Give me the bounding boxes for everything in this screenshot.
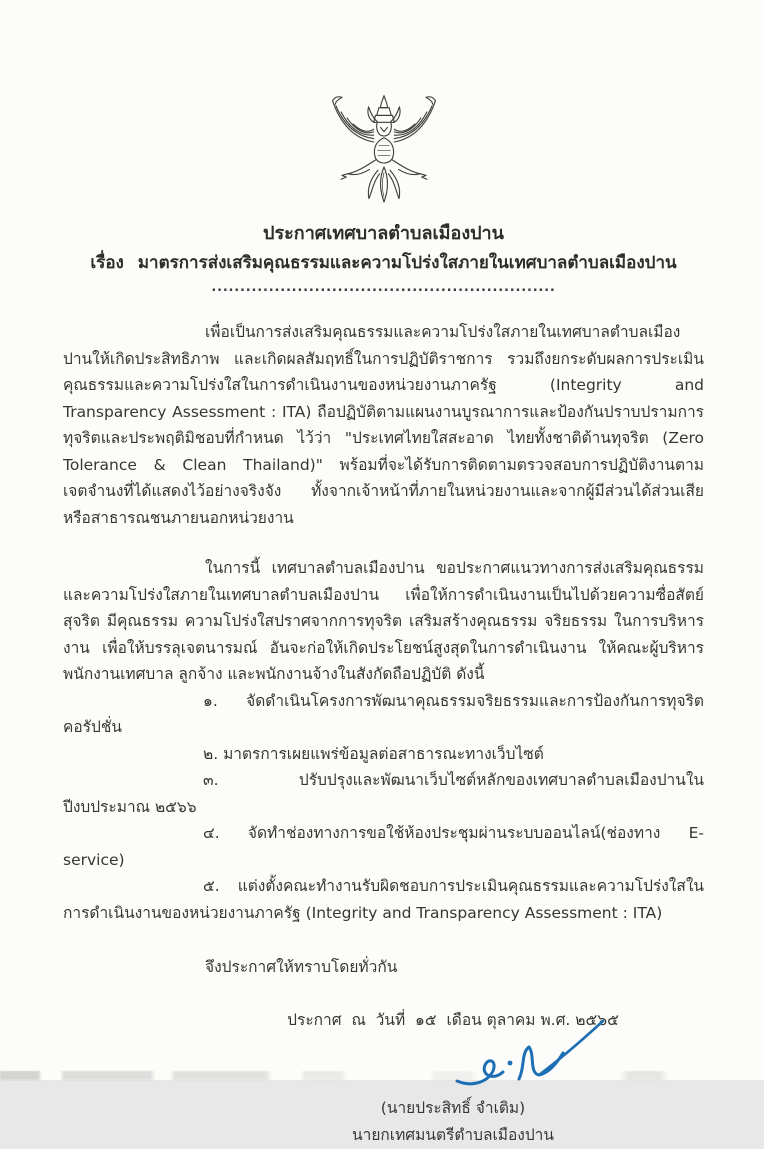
garuda-emblem-icon [324, 93, 444, 215]
date-line: ประกาศ ณ วันที่ ๑๕ เดือน ตุลาคม พ.ศ. ๒๕๖๕ [287, 1010, 619, 1029]
list-item-5: ๕. แต่งตั้งคณะทำงานรับผิดชอบการประเมินคุณธรรมและความโปร่งใสในการดำเนินงานของหน่วยงานภาครัฐ (Integrity and Transparency Assessment : ITA) [63, 877, 704, 922]
closing-line: จึงประกาศให้ทราบโดยทั่วกัน [205, 958, 398, 976]
signatory-title: นายกเทศมนตรีตำบลเมืองปาน [352, 1125, 554, 1144]
subject-line [63, 250, 704, 276]
list-item-3: ๓. ปรับปรุงและพัฒนาเว็บไซต์หลักของเทศบาลตำบลเมืองปานในปีงบประมาณ ๒๕๖๖ [63, 771, 704, 816]
scan-edge-artifact [0, 1071, 764, 1080]
document-title: ประกาศเทศบาลตำบลเมืองปาน [263, 223, 504, 244]
list-item-1: ๑. จัดดำเนินโครงการพัฒนาคุณธรรมจริยธรรมและการป้องกันการทุจริตคอรัปชั่น [63, 691, 704, 736]
measures-list [63, 688, 704, 927]
list-item-2: ๒. มาตรการเผยแพร่ข้อมูลต่อสาธารณะทางเว็บไซต์ [203, 744, 544, 763]
signatory-name: (นายประสิทธิ์ จำเติม) [380, 1098, 526, 1117]
body-paragraph-2: ในการนี้ เทศบาลตำบลเมืองปาน ขอประกาศแนวทางการส่งเสริมคุณธรรม และความโปร่งใสภายในเทศบาลตำบลเมืองปาน เพื่อให้การดำเนินงานเป็นไปด้วยความซื่อสัตย์ สุจริต มีคุณธรรม ความโปร่งใสปราศจากการทุจริต เสริมสร้างคุณธรรม จริยธรรม ในการบริหารงาน เพื่อให้บรรลุเจตนารมณ์ อันจะก่อให้เกิดประโยชน์สูงสุดในการดำเนินงาน ให้คณะผู้บริหาร พนักงานเทศบาล ลูกจ้าง และพนักงานจ้างในสังกัดถือปฏิบัติ ดังนี้ [63, 559, 704, 683]
separator-dots: ............................................................ [211, 280, 556, 295]
body-paragraph-1: เพื่อเป็นการส่งเสริมคุณธรรมและความโปร่งใสภายในเทศบาลตำบลเมืองปานให้เกิดประสิทธิภาพ และเกิดผลสัมฤทธิ์ในการปฏิบัติราชการ รวมถึงยกระดับผลการประเมินคุณธรรมและความโปร่งใสในการดำเนินงานของหน่วยงานภาครัฐ (Integrity and Transparency Assessment : ITA) ถือปฏิบัติตามแผนงานบูรณาการและป้องกันปราบปรามการทุจริตและประพฤติมิชอบที่กำหนด ไว้ว่า "ประเทศไทยใสสะอาด ไทยทั้งชาติต้านทุจริต (Zero Tolerance & Clean Thailand)" พร้อมที่จะได้รับการติดตามตรวจสอบการปฏิบัติงานตามเจตจำนงที่ได้แสดงไว้อย่างจริงจัง ทั้งจากเจ้าหน้าที่ภายในหน่วยงานและจากผู้มีส่วนได้ส่วนเสียหรือสาธารณชนภายนอกหน่วยงาน [63, 323, 704, 527]
list-item-4: ๔. จัดทำช่องทางการขอใช้ห้องประชุมผ่านระบบออนไลน์(ช่องทาง E-service) [63, 824, 704, 869]
subject-label: เรื่อง [90, 253, 124, 273]
document-content [63, 0, 704, 1149]
subject-text: มาตรการส่งเสริมคุณธรรมและความโปร่งใสภายในเทศบาลตำบลเมืองปาน [137, 253, 677, 273]
